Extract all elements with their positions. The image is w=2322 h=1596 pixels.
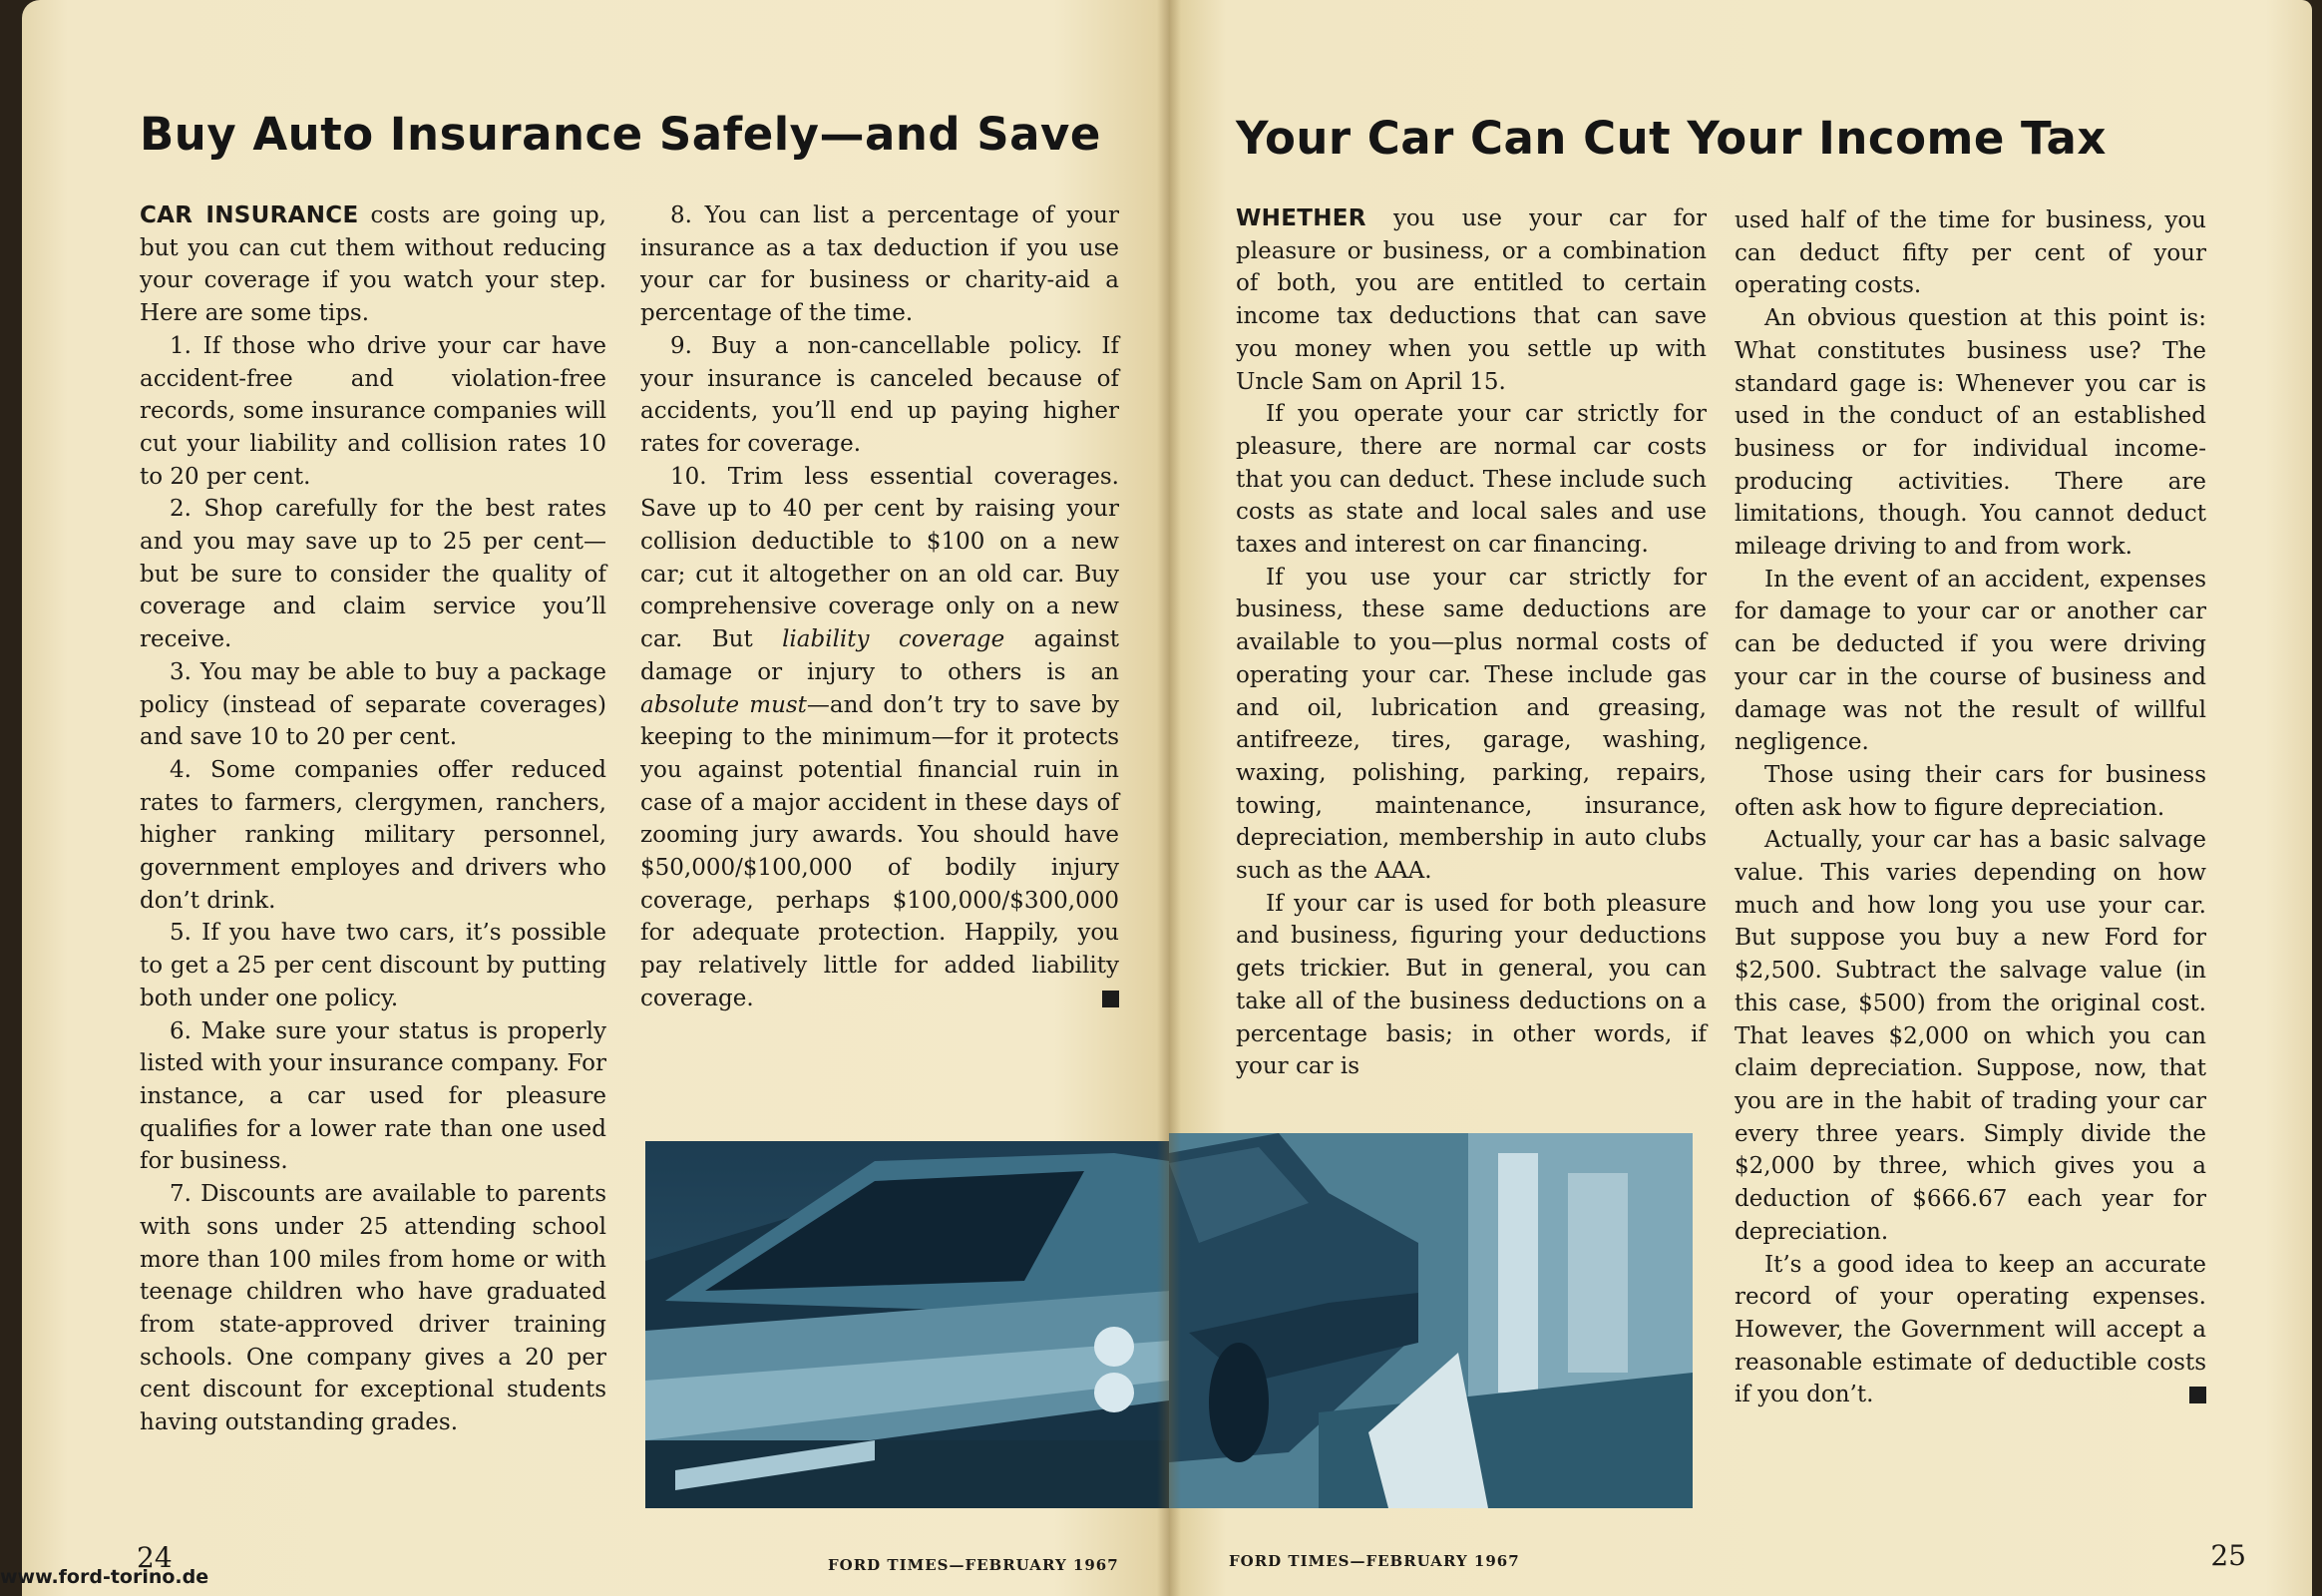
paragraph-text: 10. Trim less essential coverages. Save up to 40 per cent by raising your collision deductible to $100 on a new car; cut it altogether on an old car. Buy comprehensive coverage only on a new car. But [640,463,1119,653]
paragraph: 4. Some companies offer reduced rates to farmers, clergymen, ranchers, higher ranking military personnel, government employes and drivers who don’t drink. [140,756,606,914]
article-title-income-tax: Your Car Can Cut Your Income Tax [1236,112,2107,165]
car-photo-left-half [645,1141,1169,1508]
right-column-2 [1735,204,2206,1411]
right-column-1 [1236,202,1707,1083]
page-number-right: 25 [2210,1539,2246,1572]
paragraph-text: against damage or injury to others is an [640,626,1119,685]
car-photo-illustration [1169,1133,1693,1508]
paragraph: 1. If those who drive your car have accident-free and violation-free records, some insurance companies will cut your liability and collision rates 10 to 20 per cent. [140,332,606,490]
paragraph: 3. You may be able to buy a package policy (instead of separate coverages) and save 10 to 20 per cent. [140,658,606,751]
paragraph: 2. Shop carefully for the best rates and you may save up to 25 per cent—but be sure to consider the quality of coverage and claim service you’ll receive. [140,496,606,653]
page-number-left: 24 [137,1541,173,1574]
paragraph: In the event of an accident, expenses for damage to your car or another car can be deducted if you were driving your car in the course of business and damage was not the result of willful negligence. [1735,566,2206,756]
paragraph: 5. If you have two cars, it’s possible to get a 25 per cent discount by putting both under one policy. [140,920,606,1011]
paragraph [640,461,1119,1015]
paragraph: An obvious question at this point is: What constitutes business use? The standard gage is: Whenever you car is used in the conduct of an established business or for individual income-producing activities. There are limitations, though. You cannot deduct mileage driving to and from work. [1735,305,2206,561]
left-page [22,0,1169,1596]
paragraph [140,200,606,330]
end-of-article-mark [2189,1387,2206,1403]
paragraph [1236,202,1707,398]
paragraph: Those using their cars for business often ask how to figure depreciation. [1735,761,2206,821]
paragraph-text: —and don’t try to save by keeping to the minimum—for it protects you against potential financial ruin in case of a major accident in these days of zooming jury awards. You should have $50,000/$100,000 of bodily injury coverage, perhaps $100,000/$300,000 for adequate protection. Happily, you pay relatively little for added liability coverage. [640,691,1119,1011]
paragraph: Actually, your car has a basic salvage value. This varies depending on how much and how long you use your car. But suppose you buy a new Ford for $2,500. Subtract the salvage value (in this case, $500) from the original cost. That leaves $2,000 on which you can claim depreciation. Suppose, now, that you are in the habit of trading your car every three years. Simply divide the $2,000 by three, which gives you a deduction of $666.67 each year for depreciation. [1735,827,2206,1245]
paragraph-text: It’s a good idea to keep an accurate record of your operating expenses. However, the Government will accept a reasonable estimate of deductible costs if you don’t. [1735,1251,2206,1408]
paragraph: used half of the time for business, you can deduct fifty per cent of your operating costs. [1735,207,2206,299]
paragraph: If you use your car strictly for business, these same deductions are available to you—plus normal costs of operating your car. These include gas and oil, lubrication and greasing, antifreeze, tires, garage, washing, waxing, polishing, parking, repairs, towing, maintenance, insurance, depreciation, membership in auto clubs such as the AAA. [1236,564,1707,885]
paragraph: 7. Discounts are available to parents with sons under 25 attending school more than 100 miles from home or with teenage children who have graduated from state-approved driver training schools. One company gives a 20 per cent discount for exceptional students having outstanding grades. [140,1181,606,1436]
left-column-1 [140,200,606,1439]
page-gutter [1157,0,1181,1596]
source-watermark: www.ford-torino.de [0,1566,209,1588]
car-photo-illustration [645,1141,1169,1508]
paragraph: If you operate your car strictly for pleasure, there are normal car costs that you can deduct. These include such costs as state and local sales and use taxes and interest on car financing. [1236,401,1707,559]
paragraph-text: you use your car for pleasure or business, or a combination of both, you are entitled to certain income tax deductions that can save you money when you settle up with Uncle Sam on April 15. [1236,205,1707,395]
emphasis-text: absolute must [640,691,807,718]
lead-word: WHETHER [1236,205,1366,231]
article-title-insurance: Buy Auto Insurance Safely—and Save [140,108,1101,161]
paragraph: 6. Make sure your status is properly listed with your insurance company. For instance, a car used for pleasure qualifies for a lower rate than one used for business. [140,1017,606,1175]
right-page [1169,0,2312,1596]
paragraph-text: costs are going up, but you can cut them without reducing your coverage if you watch your step. Here are some tips. [140,202,606,327]
paragraph: If your car is used for both pleasure and business, figuring your deductions gets trickier. But in general, you can take all of the business deductions on a percentage basis; in other words, if your car is [1236,890,1707,1080]
paragraph: 8. You can list a percentage of your insurance as a tax deduction if you use your car for business or charity-aid a percentage of the time. [640,202,1119,327]
footer-publication-right: FORD TIMES—FEBRUARY 1967 [1229,1552,1520,1570]
footer-publication-left: FORD TIMES—FEBRUARY 1967 [828,1556,1119,1574]
paragraph [1735,1249,2206,1412]
emphasis-text: liability coverage [782,626,1005,653]
paragraph: 9. Buy a non-cancellable policy. If your insurance is canceled because of accidents, you’ll end up paying higher rates for coverage. [640,332,1119,457]
lead-word: CAR INSURANCE [140,202,359,228]
end-of-article-mark [1102,991,1119,1007]
car-photo-right-half [1169,1133,1693,1508]
left-column-2 [640,200,1119,1015]
